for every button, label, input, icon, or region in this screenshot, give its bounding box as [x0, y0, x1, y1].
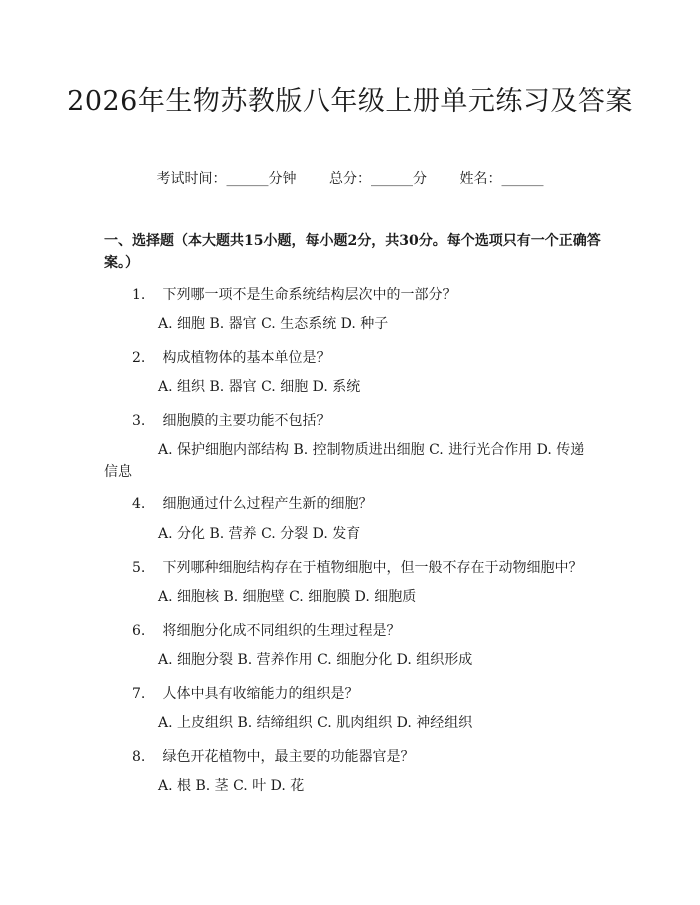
question-number: 8. [132, 749, 146, 765]
student-name: 姓名：______ [459, 171, 544, 187]
question-number: 4. [132, 496, 146, 512]
question-text: 绿色开花植物中，最主要的功能器官是？ [162, 749, 415, 765]
question-number: 1. [132, 287, 146, 303]
question [132, 347, 330, 367]
question [132, 620, 400, 640]
question-text: 将细胞分化成不同组织的生理过程是？ [162, 623, 401, 639]
question-text: 细胞通过什么过程产生新的细胞？ [162, 496, 373, 512]
question-options: A. 上皮组织 B. 结缔组织 C. 肌肉组织 D. 神经组织 [158, 715, 473, 731]
question-options: A. 根 B. 茎 C. 叶 D. 花 [158, 778, 305, 794]
section-heading: 一、选择题（本大题共15小题，每小题2分，共30分。每个选项只有一个正确答案。） [104, 233, 601, 271]
question-text: 人体中具有收缩能力的组织是？ [162, 686, 359, 702]
question [132, 746, 414, 766]
question-number: 7. [132, 686, 146, 702]
question-number: 2. [132, 350, 146, 366]
question [132, 410, 330, 430]
question [132, 683, 358, 703]
question [132, 284, 456, 304]
exam-info [0, 168, 700, 188]
question [132, 557, 582, 577]
question-number: 3. [132, 413, 146, 429]
question-options: A. 细胞分裂 B. 营养作用 C. 细胞分化 D. 组织形成 [158, 652, 473, 668]
question-options: A. 保护细胞内部结构 B. 控制物质进出细胞 C. 进行光合作用 D. 传递信息 [104, 442, 585, 480]
page-title: 2026年生物苏教版八年级上册单元练习及答案 [67, 86, 633, 117]
question-number: 6. [132, 623, 146, 639]
question-options: A. 分化 B. 营养 C. 分裂 D. 发育 [158, 526, 361, 542]
question-text: 下列哪种细胞结构存在于植物细胞中，但一般不存在于动物细胞中？ [162, 560, 583, 576]
question [132, 493, 372, 513]
question-text: 细胞膜的主要功能不包括？ [162, 413, 331, 429]
question-text: 构成植物体的基本单位是？ [162, 350, 331, 366]
question-options: A. 细胞核 B. 细胞壁 C. 细胞膜 D. 细胞质 [158, 589, 417, 605]
question-options: A. 细胞 B. 器官 C. 生态系统 D. 种子 [158, 316, 389, 332]
question-options: A. 组织 B. 器官 C. 细胞 D. 系统 [158, 379, 361, 395]
question-text: 下列哪一项不是生命系统结构层次中的一部分？ [162, 287, 457, 303]
question-number: 5. [132, 560, 146, 576]
exam-score: 总分：______分 [329, 171, 427, 187]
exam-time: 考试时间：______分钟 [156, 171, 297, 187]
